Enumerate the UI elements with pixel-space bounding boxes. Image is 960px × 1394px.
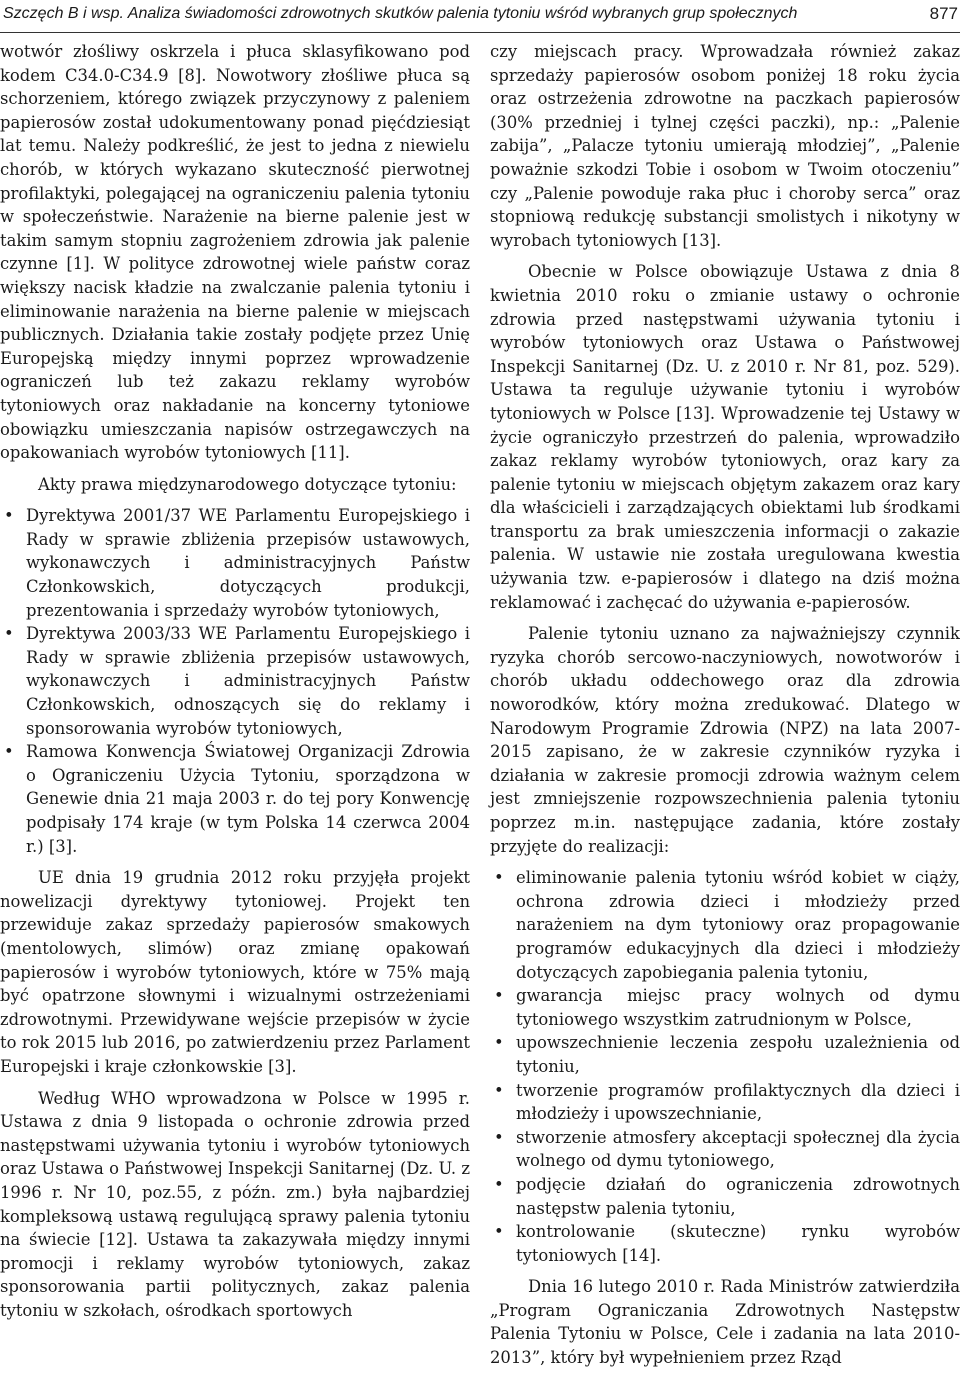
body-paragraph: Według WHO wprowadzona w Polsce w 1995 r. Ustawa z dnia 9 listopada o ochronie zdrowia przed następstwami używania tytoniu i wyrobów tytoniowych oraz Ustawa o Państwowej Inspekcji Sanitarnej (Dz. U. z 1996 r. Nr 10, poz.55, z późn. zm.) była najbardziej kompleksową ustawą regulującą sprawy palenia tytoniu na świecie [12]. Ustawa ta zakazywała między innymi promocji i reklamy wyrobów tytoniowych, zakaz sponsorowania partii politycznych, zakaz palenia tytoniu w szkołach, ośrodkach sportowych — [0, 1088, 470, 1320]
list-item: • Dyrektywa 2001/37 WE Parlamentu Europejskiego i Rady w sprawie zbliżenia przepisów ustawowych, wykonawczych i administracyjnych Państw Członkowskich, dotyczących produkcji, prezentowania i sprzedaży wyrobów tytoniowych, — [0, 504, 470, 622]
body-paragraph: Palenie tytoniu uznano za najważniejszy czynnik ryzyka chorób sercowo-naczyniowych, nowotworów i chorób układu oddechowego oraz dla zdrowia noworodków, który można zredukować. Dlatego w Narodowym Programie Zdrowia (NPZ) na lata 2007-2015 zapisano, że w zakresie czynników ryzyka i działania w zakresie promocji zdrowia ważnym celem jest zmniejszenie rozpowszechnienia palenia tytoniu poprzez m.in. następujące zadania, które zostały przyjęte do realizacji: — [490, 624, 960, 856]
page-header — [0, 0, 960, 30]
left-column — [0, 40, 470, 1330]
list-item: • gwarancja miejsc pracy wolnych od dymu tytoniowego wszystkim zatrudnionym w Polsce, — [490, 984, 960, 1031]
list-item: • Dyrektywa 2003/33 WE Parlamentu Europejskiego i Rady w sprawie zbliżenia przepisów ustawowych, wykonawczych i administracyjnych Państw Członkowskich, odnoszących się do reklamy i sponsorowania wyrobów tytoniowych, — [0, 622, 470, 740]
page-number: 877 — [929, 4, 958, 23]
list-item: • tworzenie programów profilaktycznych dla dzieci i młodzieży i upowszechnianie, — [490, 1079, 960, 1126]
body-paragraph: Dnia 16 lutego 2010 r. Rada Ministrów zatwierdziła „Program Ograniczania Zdrowotnych Następstw Palenia Tytoniu w Polsce, Cele i zadania na lata 2010-2013”, który był wypełnieniem przez Rząd — [490, 1277, 960, 1368]
body-paragraph: Akty prawa międzynarodowego dotyczące tytoniu: — [38, 474, 457, 494]
list-item: • Ramowa Konwencja Światowej Organizacji Zdrowia o Ograniczeniu Użycia Tytoniu, sporządzona w Genewie dnia 21 maja 2003 r. do tej pory Konwencję podpisały 174 kraje (w tym Polska 14 czerwca 2004 r.) [3]. — [0, 740, 470, 858]
list-item: • stworzenie atmosfery akceptacji społecznej dla życia wolnego od dymu tytoniowego, — [490, 1126, 960, 1173]
body-paragraph: wotwór złośliwy oskrzela i płuca sklasyfikowano pod kodem C34.0-C34.9 [8]. Nowotwory złośliwe płuca są schorzeniem, którego związek przyczynowy z paleniem papierosów został udokumentowany ponad pięćdziesiąt lat temu. Należy podkreślić, że jest to jedna z niewielu chorób, w których wykazano skuteczność pierwotnej profilaktyki, polegającej na ograniczeniu palenia tytoniu w społeczeństwie. Narażenie na bierne palenie jest w takim samym stopniu zagrożeniem zdrowia jak palenie czynne [1]. W polityce zdrowotnej wiele państw coraz większy nacisk kładzie na zwalczanie palenia tytoniu i eliminowanie narażenia na bierne palenie w miejscach publicznych. Działania takie zostały podjęte przez Unię Europejską między innymi poprzez wprowadzenie ograniczeń lub też zakazu reklamy wyrobów tytoniowych oraz nakładanie na koncerny tytoniowe obowiązku umieszczania napisów ostrzegawczych na opakowaniach wyrobów tytoniowych [11]. — [0, 42, 470, 463]
header-divider — [0, 32, 960, 33]
list-item: • podjęcie działań do ograniczenia zdrowotnych następstw palenia tytoniu, — [490, 1173, 960, 1220]
list-item: • eliminowanie palenia tytoniu wśród kobiet w ciąży, ochrona zdrowia dzieci i młodzieży przed narażeniem na dym tytoniowy oraz propagowanie programów edukacyjnych dla dzieci i młodzieży dotyczących zapobiegania palenia tytoniu, — [490, 866, 960, 984]
list-item: • upowszechnienie leczenia zespołu uzależnienia od tytoniu, — [490, 1031, 960, 1078]
bullet-list — [490, 866, 960, 1267]
list-item: • kontrolowanie (skuteczne) rynku wyrobów tytoniowych [14]. — [490, 1220, 960, 1267]
body-paragraph: czy miejscach pracy. Wprowadzała również zakaz sprzedaży papierosów osobom poniżej 18 roku życia oraz ostrzeżenia zdrowotne na paczkach papierosów (30% przedniej i tylnej części paczki), np.: „Palenie zabija”, „Palacze tytoniu umierają młodziej”, „Palenie poważnie szkodzi Tobie i osobom w Twoim otoczeniu” czy „Palenie powoduje raka płuc i choroby serca” oraz stopniową redukcję substancji smolistych i nikotyny w wyrobach tytoniowych [13]. — [490, 42, 960, 250]
bullet-list — [0, 504, 470, 858]
body-paragraph: UE dnia 19 grudnia 2012 roku przyjęła projekt nowelizacji dyrektywy tytoniowej. Projekt ten przewiduje zakaz sprzedaży papierosów smakowych (mentolowych, slimów) oraz zmianę opakowań papierosów i wyrobów tytoniowych, które w 75% mają być opatrzone słownymi i wizualnymi ostrzeżeniami zdrowotnymi. Przewidywane wejście przepisów w życie to rok 2015 lub 2016, po zatwierdzeniu przez Parlament Europejski i kraje członkowskie [3]. — [0, 868, 470, 1076]
running-title: Szczęch B i wsp. Analiza świadomości zdrowotnych skutków palenia tytoniu wśród wybranych grup społecznych — [3, 5, 798, 22]
body-paragraph: Obecnie w Polsce obowiązuje Ustawa z dnia 8 kwietnia 2010 roku o zmianie ustawy o ochronie zdrowia przed następstwami używania tytoniu i wyrobów tytoniowych oraz Ustawa o Państwowej Inspekcji Sanitarnej (Dz. U. z 2010 r. Nr 81, poz. 529). Ustawa ta reguluje używanie tytoniu i wyrobów tytoniowych w Polsce [13]. Wprowadzenie tej Ustawy w życie ograniczyło przestrzeń do palenia, wprowadziło zakaz reklamy wyrobów tytoniowych, oraz kary za palenie tytoniu w miejscach objętym zakazem oraz kary dla właścicieli i zarządzających obiektami lub środkami transportu za brak umieszczenia informacji o zakazie palenia. W ustawie nie została uregulowana kwestia używania tzw. e-papierosów i dlatego na dziś można reklamować i zachęcać do używania e-papierosów. — [490, 262, 960, 612]
right-column — [490, 40, 960, 1378]
